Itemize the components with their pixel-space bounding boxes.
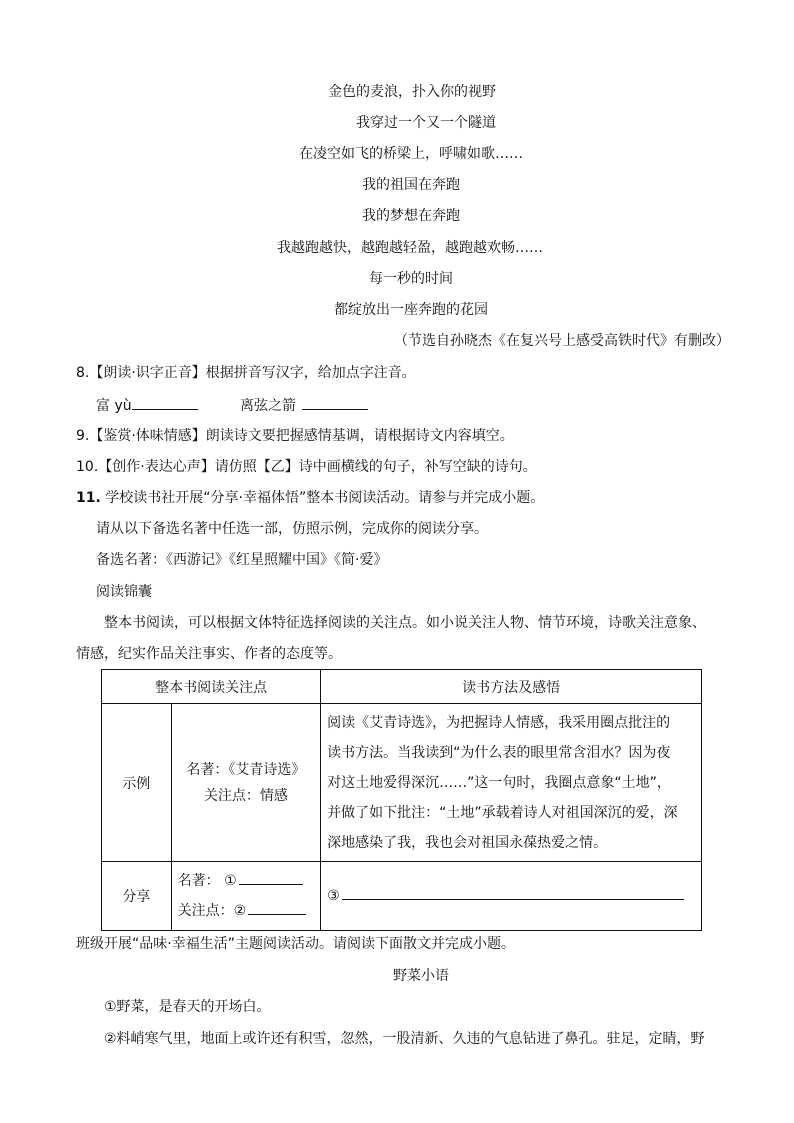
share-info [171, 862, 321, 931]
poem-source: （节选自孙晓杰《在复兴号上感受高铁时代》有删改） [394, 333, 730, 349]
poem-line-8: 都绽放出一座奔跑的花园 [334, 302, 488, 318]
answer-blank[interactable] [132, 395, 198, 410]
question-8-item-2-label: 离弦之箭 [240, 398, 296, 414]
share-book-label: 名著： [177, 873, 220, 889]
answer-blank-3[interactable] [342, 885, 684, 900]
example-text-line: 阅读《艾青诗选》，为把握诗人情感，我采用圈点批注的 [327, 714, 671, 731]
reading-tips-title: 阅读锦囊 [96, 584, 152, 600]
question-9: 9.【鉴赏·体味情感】朗读诗文要把握感情基调，请根据诗文内容填空。 [76, 428, 514, 444]
example-text-line: 对这土地爱得深沉……”这一句时，我圈点意象“土地”， [327, 774, 671, 791]
share-label: 分享 [102, 862, 172, 931]
reading-tips-line-2: 情感，纪实作品关注事实、作者的态度等。 [76, 646, 342, 662]
poem-line-1: 金色的麦浪，扑入你的视野 [328, 84, 496, 100]
answer-blank[interactable] [302, 395, 368, 410]
example-book: 名著：《艾青诗选》 [186, 761, 306, 778]
share-book-row [178, 866, 315, 896]
share-text [321, 862, 702, 931]
circle-3: ③ [327, 888, 340, 904]
share-focus-row [178, 896, 315, 926]
reading-share-table [101, 669, 702, 931]
poem-line-5: 我的梦想在奔跑 [362, 208, 460, 224]
question-11-options: 备选名著：《西游记》《红星照耀中国》《简·爱》 [96, 552, 388, 568]
poem-line-3: 在凌空如飞的桥梁上，呼啸如歌…… [299, 146, 523, 162]
question-8-item-1-label: 富 yù [96, 398, 132, 414]
question-11-number: 11. [76, 490, 101, 506]
question-8-item-1 [96, 395, 198, 415]
example-text-line: 深地感染了我，我也会对祖国永葆热爱之情。 [327, 834, 608, 851]
essay-paragraph-2: ②料峭寒气里，地面上或许还有积雪，忽然，一股清新、久违的气息钻进了鼻孔。驻足，定睛，野 [104, 1031, 705, 1047]
share-focus-label: 关注点： [177, 903, 234, 919]
example-text [321, 704, 702, 862]
question-8-item-2 [240, 395, 368, 415]
essay-paragraph-1: ①野菜，是春天的开场白。 [104, 999, 271, 1015]
circle-2: ② [233, 903, 247, 919]
example-label: 示例 [102, 704, 172, 862]
answer-blank-2[interactable] [248, 900, 306, 915]
circle-1: ① [224, 873, 237, 889]
table-header-focus: 整本书阅读关注点 [102, 670, 321, 704]
essay-title: 野菜小语 [393, 968, 449, 984]
answer-blank-1[interactable] [239, 870, 303, 885]
question-8: 8.【朗读·识字正音】根据拼音写汉字，给加点字注音。 [76, 365, 416, 381]
example-info [171, 704, 321, 862]
table-header-method: 读书方法及感悟 [321, 670, 702, 704]
example-text-line: 并做了如下批注：“土地”承载着诗人对祖国深沉的爱，深 [327, 804, 678, 821]
poem-line-2: 我穿过一个又一个隧道 [356, 115, 496, 131]
question-11 [76, 489, 544, 507]
question-11-instruction: 请从以下备选名著中任选一部，仿照示例，完成你的阅读分享。 [96, 521, 488, 537]
poem-line-6: 我越跑越快，越跑越轻盈，越跑越欢畅…… [277, 240, 543, 256]
question-10: 10.【创作·表达心声】请仿照【乙】诗中画横线的句子，补写空缺的诗句。 [76, 459, 537, 475]
activity-intro: 班级开展“品味·幸福生活”主题阅读活动。请阅读下面散文并完成小题。 [76, 936, 515, 952]
poem-line-7: 每一秒的时间 [369, 271, 453, 287]
poem-line-4: 我的祖国在奔跑 [362, 177, 460, 193]
reading-tips-line-1: 整本书阅读，可以根据文体特征选择阅读的关注点。如小说关注人物、情节环境，诗歌关注意象、 [104, 615, 706, 631]
example-text-line: 读书方法。当我读到“为什么表的眼里常含泪水？因为夜 [327, 744, 671, 761]
question-11-text: 学校读书社开展“分享·幸福体悟”整本书阅读活动。请参与并完成小题。 [105, 490, 545, 506]
example-focus: 关注点：情感 [203, 787, 288, 804]
